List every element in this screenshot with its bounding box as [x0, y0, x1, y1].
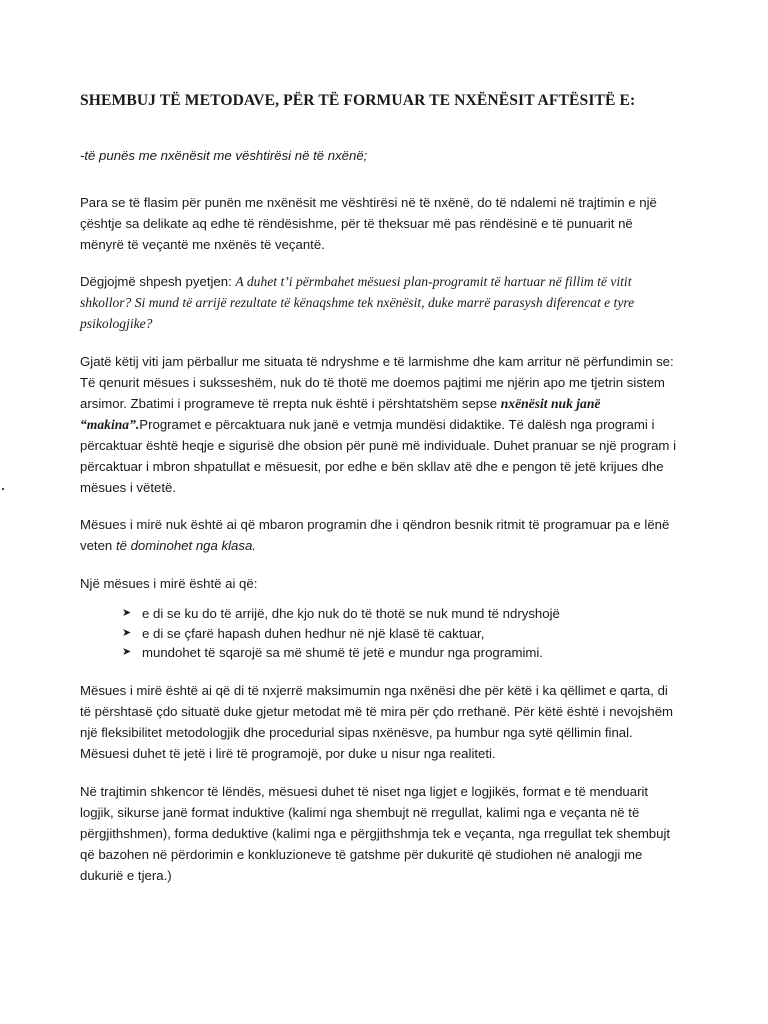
list-item-text: e di se çfarë hapash duhen hedhur në një klasë të caktuar, — [142, 625, 485, 641]
document-page — [80, 92, 676, 886]
paragraph-logic: Në trajtimin shkencor të lëndës, mësuesi duhet të niset nga ligjet e logjikës, format e të menduarit logjik, sikurse janë format induktive (kalimi nga shembujt në rregullat, kalimi nga e veçanta në të përgjithshmen), forma deduktive (kalimi nga e përgjithshmja tek e veçanta, nga rregullat tek shembujt që bazohen në përdorimin e konkluzioneve të gatshme për dukuritë që studiohen në analogji me dukurië e tjera.) — [80, 783, 671, 883]
paragraph-maximum: Mësues i mirë është ai që di të nxjerrë maksimumin nga nxënësi dhe për këtë i ka qëllimet e qarta, di të përshtasë çdo situatë duke gjetur metodat më të mira për çdo rrethanë. Për këtë është i nevojshëm një fleksibilitet metodologjik dhe procedurial sipas nxënësve, pa humbur nga sytë qëllimin final. Mësuesi duhet të jetë i lirë të programojë, por duke u nisur nga realiteti. — [80, 682, 674, 761]
arrowhead-bullet-icon: ➤ — [122, 646, 132, 658]
document-subtitle: -të punës me nxënësit me vështirësi në të nxënë; — [80, 148, 368, 163]
list-item — [122, 643, 676, 663]
paragraph-list-intro: Një mësues i mirë është ai që: — [80, 576, 258, 591]
good-teacher-text: Mësues i mirë nuk është ai që mbaron programin dhe i qëndron besnik ritmit të programuar pa e lënë veten — [80, 517, 670, 553]
paragraph-experience — [80, 351, 676, 498]
arrowhead-bullet-icon: ➤ — [122, 626, 132, 639]
experience-text-b: Programet e përcaktuara nuk janë e vetmja mundësi didaktike. Të dalësh nga programi i përcaktuar është heqje e sigurisë dhe obsion për punë më individuale. Duhet pranuar se një program i përcaktuar i mbron shpatullat e mësuesit, por edhe e bën skllav atë dhe e pengon të jetë krijues dhe mësues i vëtetë. — [80, 417, 677, 495]
experience-emphasis: nxënësit nuk janë “makina”. — [80, 396, 601, 432]
list-item-text: mundohet të sqarojë sa më shumë të jetë e mundur nga programimi. — [142, 645, 543, 660]
paragraph-question — [80, 271, 676, 334]
arrowhead-bullet-icon: ➤ — [122, 607, 132, 619]
list-item — [122, 604, 676, 624]
list-item — [122, 624, 676, 644]
question-text: A duhet t’i përmbahet mësuesi plan-programit të hartuar në fillim të vitit shkollor? Si mund të arrijë rezultate të kënaqshme tek nxënësit, duke marrë parasysh diferencat e tyre psikologjike? — [80, 274, 635, 331]
experience-text-a: Gjatë këtij viti jam përballur me situata të ndryshme e të larmishme dhe kam arritur në përfundimin se: Të qenurit mësues i suksseshëm, nuk do të thotë me doemos pajtimi me njërin apo me tjetrin sistem arsimor. Zbatimi i programeve të rrepta nuk është i përshtatshëm sepse — [80, 354, 674, 411]
document-title: SHEMBUJ TË METODAVE, PËR TË FORMUAR TE NXËNËSIT AFTËSITË E: — [80, 92, 636, 109]
paragraph-good-teacher — [80, 514, 676, 556]
list-item-text: e di se ku do të arrijë, dhe kjo nuk do të thotë se nuk mund të ndryshojë — [142, 606, 560, 621]
paragraph-intro: Para se të flasim për punën me nxënësit me vështirësi në të nxënë, do të ndalemi në trajtimin e një çështje sa delikate aq edhe të rëndësishme, për të theksuar më pas rëndësinë e të punuarit në mënyrë të veçantë me nxënës të veçantë. — [80, 195, 657, 252]
question-lead: Dëgjojmë shpesh pyetjen: — [80, 274, 236, 289]
good-teacher-italic: të dominohet nga klasa. — [115, 538, 256, 553]
bullet-list — [122, 604, 676, 663]
margin-mark — [2, 488, 4, 490]
